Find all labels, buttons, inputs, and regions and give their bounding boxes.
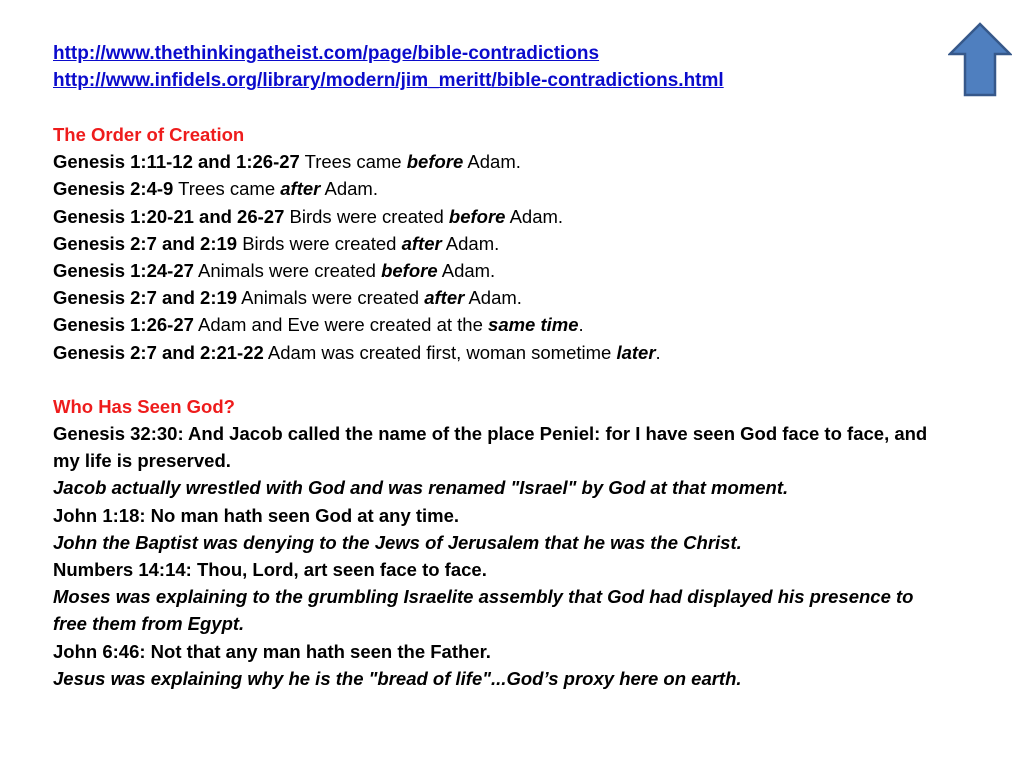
verse-reference: Genesis 1:20-21 and 26-27: [53, 205, 285, 227]
context-note: Jesus was explaining why he is the "bread of life"...God’s proxy here on earth.: [53, 667, 742, 689]
entry-text-end: .: [578, 314, 584, 336]
scripture-quote: Numbers 14:14: Thou, Lord, art seen face to face.: [53, 559, 487, 581]
up-arrow-icon[interactable]: [948, 22, 1012, 98]
emphasis: after: [401, 232, 442, 254]
scripture-quote: Genesis 32:30: And Jacob called the name of the place Peniel: for I have seen God face to face, and my life is preserved.: [53, 423, 928, 472]
entry-text-end: Adam.: [320, 178, 378, 200]
emphasis: before: [381, 260, 438, 282]
slide-content: [53, 40, 933, 692]
entry-text: Adam was created first, woman sometime: [263, 341, 617, 363]
scripture-quote: John 6:46: Not that any man hath seen the Father.: [53, 640, 491, 662]
creation-entry: [53, 203, 933, 230]
context-note: Moses was explaining to the grumbling Israelite assembly that God had displayed his presence to free them from Egypt.: [53, 586, 914, 635]
scripture-quote: John 1:18: No man hath seen God at any time.: [53, 504, 460, 526]
verse-reference: Genesis 2:7 and 2:19: [53, 287, 238, 309]
entry-text: Adam and Eve were created at the: [193, 314, 489, 336]
entry-text: Animals were created: [193, 260, 382, 282]
emphasis: before: [406, 151, 464, 173]
verse-reference: Genesis 2:7 and 2:19: [53, 232, 238, 254]
entry-text-end: .: [655, 341, 661, 363]
emphasis: later: [616, 341, 656, 363]
context-note: Jacob actually wrestled with God and was renamed "Israel" by God at that moment.: [53, 477, 789, 499]
verse-reference: Genesis 1:11-12 and 1:26-27: [53, 151, 300, 173]
creation-entry: [53, 230, 933, 257]
creation-entry: [53, 339, 933, 366]
spacer: [53, 366, 933, 393]
entry-text-end: Adam.: [505, 205, 564, 227]
entry-text: Trees came: [173, 178, 281, 200]
creation-entry: [53, 175, 933, 202]
creation-entry: [53, 148, 933, 175]
verse-reference: Genesis 1:24-27: [53, 260, 194, 282]
up-arrow-shape: [950, 24, 1010, 95]
entry-text-end: Adam.: [463, 151, 521, 173]
creation-entry: [53, 311, 933, 338]
entry-text-end: Adam.: [464, 287, 522, 309]
emphasis: after: [424, 287, 465, 309]
emphasis: same time: [488, 314, 579, 336]
entry-text: Trees came: [299, 151, 407, 173]
entry-text: Birds were created: [237, 232, 402, 254]
entry-text: Birds were created: [284, 205, 449, 227]
section-heading-who-has-seen-god: Who Has Seen God?: [53, 395, 235, 417]
section-heading-order-of-creation: The Order of Creation: [53, 124, 245, 145]
context-note: John the Baptist was denying to the Jews of Jerusalem that he was the Christ.: [53, 531, 742, 553]
link-thinking-atheist[interactable]: http://www.thethinkingatheist.com/page/bible-contradictions: [53, 43, 600, 64]
entry-text-end: Adam.: [437, 260, 496, 282]
verse-reference: Genesis 2:7 and 2:21-22: [53, 341, 264, 363]
creation-entry: [53, 284, 933, 311]
creation-entry: [53, 257, 933, 284]
entry-text-end: Adam.: [441, 232, 500, 254]
emphasis: after: [280, 178, 321, 200]
verse-reference: Genesis 2:4-9: [53, 178, 174, 200]
entry-text: Animals were created: [237, 287, 425, 309]
spacer: [53, 94, 933, 121]
emphasis: before: [448, 205, 506, 227]
verse-reference: Genesis 1:26-27: [53, 314, 194, 336]
link-infidels[interactable]: http://www.infidels.org/library/modern/jim_meritt/bible-contradictions.html: [53, 70, 724, 91]
